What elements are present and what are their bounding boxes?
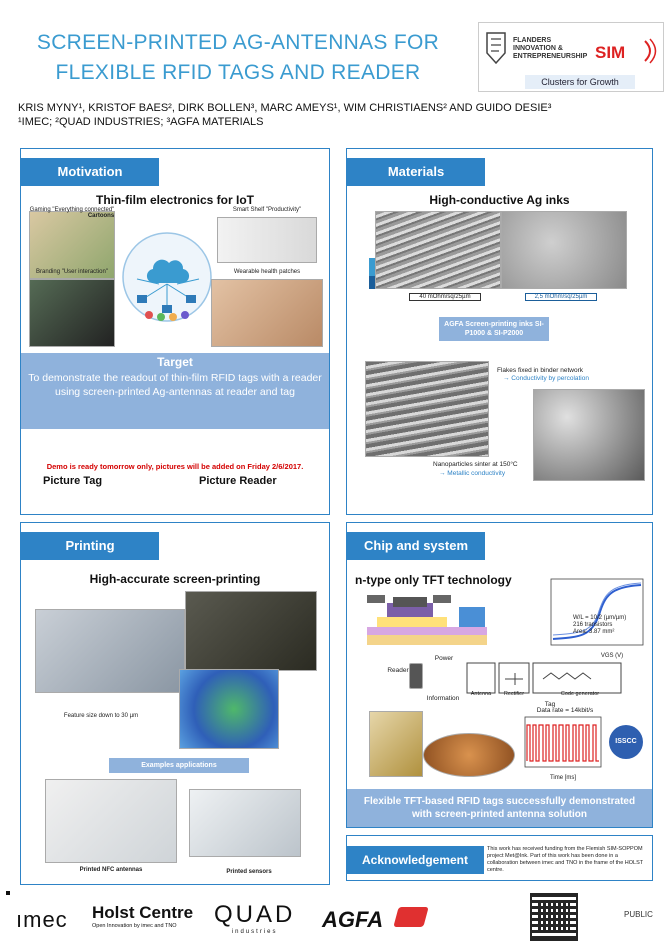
quad-logo [214, 901, 295, 935]
motivation-heading: Motivation [21, 158, 159, 186]
agfa-logo: AGFA [322, 907, 384, 932]
holst-name: Holst Centre [92, 903, 194, 922]
scale-right: 2,5 mOhm/sq/25µm [525, 293, 597, 301]
holst-sub: Open Innovation by imec and TNO [92, 923, 177, 929]
scale-left: 40 mOhm/sq/25µm [409, 293, 481, 301]
picture-reader-label: Picture Reader [199, 475, 277, 487]
sem-flakes-photo [365, 361, 489, 457]
code-generator-label: Code generator [560, 691, 600, 697]
power-label: Power [434, 655, 454, 662]
chip-heading: Chip and system [347, 532, 485, 560]
tft-stack-diagram [367, 591, 487, 645]
quad-sub: industries [231, 929, 278, 935]
vgs-label: VGS (V) [600, 653, 624, 659]
coin-photo [423, 733, 515, 777]
agfa-rhombus-icon [393, 907, 428, 927]
conclusion-box [347, 789, 652, 827]
sem-cross-section-right [501, 211, 627, 289]
gaming-caption: Gaming "Everything connected" [29, 207, 115, 213]
antenna-label: Antenna [470, 691, 492, 697]
data-waveform-chart [519, 711, 603, 777]
flakes-caption-2: → Conductivity by percolation [503, 375, 589, 382]
authors [18, 101, 551, 129]
motivation-panel [20, 148, 330, 515]
nano-caption-2: → Metallic conductivity [439, 470, 506, 477]
nano-caption-1: Nanoparticles sinter at 150°C [433, 461, 518, 468]
feature-3d-photo [179, 669, 279, 749]
materials-panel [346, 148, 653, 515]
iot-cloud-diagram [119, 229, 215, 325]
target-box [21, 353, 329, 429]
affiliations: ¹IMEC; ²QUAD INDUSTRIES; ³AGFA MATERIALS [18, 116, 264, 128]
layer-bar [369, 245, 375, 289]
nfc-caption: Printed NFC antennas [79, 867, 143, 873]
wearable-caption: Wearable health patches [233, 269, 301, 275]
target-title: Target [157, 355, 193, 369]
printed-sensors-photo [189, 789, 301, 857]
wearable-photo [211, 279, 323, 347]
screen-printing-person-photo [35, 609, 185, 693]
isscc-logo [609, 725, 643, 759]
target-text: To demonstrate the readout of thin-film RFID tags with a reader using screen-printed Ag-antennas at reader and tag [28, 372, 322, 398]
printing-panel [20, 522, 330, 885]
acknowledgement-heading: Acknowledgement [346, 846, 484, 874]
qr-code[interactable] [530, 893, 578, 941]
conclusion-text: Flexible TFT-based RFID tags successfully demonstrated with screen-printed antenna solution [363, 796, 636, 820]
time-label: Time [ms] [549, 775, 577, 781]
picture-tag-label: Picture Tag [43, 475, 103, 487]
chip-subtitle: n-type only TFT technology [355, 573, 512, 587]
feature-size-caption: Feature size down to 30 µm [63, 713, 139, 719]
smart-shelf-photo [217, 217, 317, 263]
materials-heading: Materials [347, 158, 485, 186]
chip-panel [346, 522, 653, 828]
data-rate-label: Data rate = 14kbit/s [536, 707, 594, 714]
sponsor-tagline: Clusters for Growth [525, 75, 635, 89]
agfa-ink-box: AGFA Screen-printing inks SI-P1000 & SI-P2000 [439, 317, 549, 341]
branding-caption: Branding "User interaction" [36, 269, 108, 275]
flanders-crest-icon [485, 31, 507, 65]
sponsor-logo [478, 22, 664, 92]
isscc-text: ISSCC [615, 738, 637, 745]
reader-label: Reader [387, 667, 409, 674]
cartoon-caption: Cartoons [87, 213, 115, 219]
rectifier-label: Rectifier [503, 691, 525, 697]
printing-subtitle: High-accurate screen-printing [89, 572, 261, 586]
examples-box: Examples applications [109, 758, 249, 773]
holst-logo [92, 903, 193, 929]
nfc-antennas-photo [45, 779, 177, 863]
author-list: KRIS MYNY¹, KRISTOF BAES², DIRK BOLLEN³, MARC AMEYS¹, WIM CHRISTIAENS² AND GUIDO DESIE³ [18, 102, 552, 114]
printing-heading: Printing [21, 532, 159, 560]
branding-photo [29, 279, 115, 347]
shelf-caption: Smart Shelf "Productivity" [232, 207, 302, 213]
screen-printer-photo [185, 591, 317, 671]
phone-icon [409, 663, 423, 689]
sensors-caption: Printed sensors [226, 869, 272, 875]
sem-cross-section-left [375, 211, 501, 289]
sim-brand: SIM [595, 43, 626, 62]
flakes-caption-1: Flakes fixed in binder network [497, 367, 583, 374]
tag-label: Tag [544, 701, 556, 708]
sim-wave-icon [641, 37, 659, 65]
demo-note: Demo is ready tomorrow only, pictures will be added on Friday 2/6/2017. [46, 462, 304, 471]
motivation-subtitle: Thin-film electronics for IoT [95, 193, 254, 207]
sponsor-name: FLANDERS INNOVATION & ENTREPRENEURSHIP [513, 37, 588, 60]
poster-title: SCREEN-PRINTED AG-ANTENNAS FOR FLEXIBLE RFID TAGS AND READER [36, 31, 440, 84]
imec-logo: ımec [16, 907, 68, 932]
public-label: PUBLIC [624, 910, 653, 919]
tft-spec: W/L = 10/2 (µm/µm) 216 transistors Area: 3.87 mm² [573, 615, 627, 635]
acknowledgement-text: This work has received funding from the Flemish SIM-SOPPOM project Met@Ink. Part of this work has been done in a collaboration between imec and TNO in the frame of the HOLST centre. [487, 846, 644, 873]
information-label: Information [426, 695, 460, 702]
quad-name: QUAD [214, 901, 296, 928]
tag-foil-photo [369, 711, 423, 777]
materials-subtitle: High-conductive Ag inks [429, 193, 570, 207]
